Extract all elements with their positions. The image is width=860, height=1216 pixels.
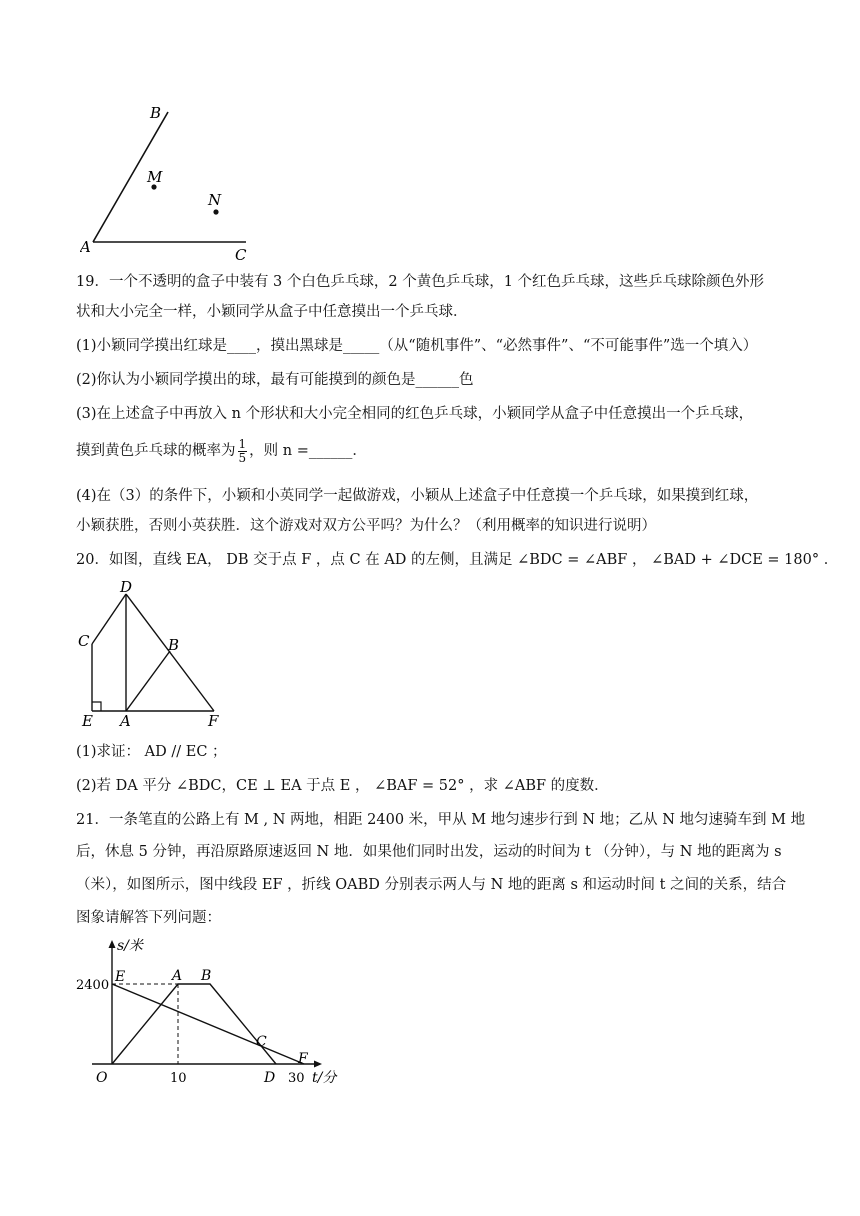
distance-time-graph — [74, 936, 354, 1092]
y-axis-label: s/米 — [117, 938, 143, 954]
fraction-numerator: 1 — [238, 436, 247, 451]
origin-label: O — [96, 1070, 108, 1086]
q19-part3-line2 — [76, 436, 788, 466]
q19-part2: (2)你认为小颖同学摸出的球，最有可能摸到的颜色是______色 — [76, 372, 474, 388]
label-e: E — [82, 712, 93, 730]
q21-line3: （米），如图所示，图中线段 EF ，折线 OABD 分别表示两人与 N 地的距离 s 和运动时间 t 之间的关系，结合 — [76, 877, 787, 893]
q19-part1: (1)小颖同学摸出红球是____，摸出黑球是_____（从“随机事件”、“必然事件”、“不可能事件”选一个填入） — [76, 338, 758, 354]
x-tick-10: 10 — [170, 1071, 187, 1086]
q19-part3-prefix: 摸到黄色乒乓球的概率为 — [76, 443, 236, 459]
q20-figure — [76, 578, 236, 730]
label-n: N — [208, 191, 222, 209]
label-a: A — [120, 712, 131, 730]
point-f-label: F — [298, 1051, 308, 1067]
q20-stem: 20．如图，直线 EA， DB 交于点 F ，点 C 在 AD 的左侧，且满足 ∠BDC = ∠ABF ， ∠BAD + ∠DCE = 180° ． — [76, 552, 839, 568]
segment-ab — [126, 651, 170, 711]
point-b-label: B — [201, 968, 212, 984]
y-tick-2400: 2400 — [76, 978, 110, 993]
q19-part4-line2: 小颖获胜，否则小英获胜．这个游戏对双方公平吗？为什么？（利用概率的知识进行说明） — [76, 518, 656, 534]
fraction-denominator: 5 — [238, 450, 247, 465]
right-angle-mark — [92, 702, 101, 711]
label-d: D — [120, 578, 133, 596]
q21-line2: 后，休息 5 分钟，再沿原路原速返回 N 地．如果他们同时出发，运动的时间为 t （分钟），与 N 地的距离为 s — [76, 844, 782, 860]
q20-part1: (1)求证： AD // EC ； — [76, 744, 227, 760]
label-c: C — [235, 246, 247, 264]
label-b: B — [168, 636, 180, 654]
label-b: B — [150, 104, 162, 122]
q20-part2: (2)若 DA 平分 ∠BDC，CE ⊥ EA 于点 E ， ∠BAF = 52° ，求 ∠ABF 的度数． — [76, 778, 609, 794]
label-f: F — [208, 712, 219, 730]
probability-fraction — [238, 438, 248, 465]
label-m: M — [147, 168, 163, 186]
x-tick-30: 30 — [288, 1071, 305, 1086]
point-d-label: D — [264, 1070, 276, 1086]
point-e-label: E — [115, 969, 126, 985]
segment-cd — [92, 594, 126, 644]
segment-ef — [112, 984, 304, 1064]
q19-stem-line1: 19．一个不透明的盒子中装有 3 个白色乒乓球，2 个黄色乒乓球，1 个红色乒乓球，这些乒乓球除颜色外形 — [76, 274, 765, 290]
q21-line4: 图象请解答下列问题： — [76, 910, 221, 926]
q19-stem-line2: 状和大小完全一样，小颖同学从盒子中任意摸出一个乒乓球． — [76, 304, 468, 320]
x-axis-arrow — [314, 1061, 322, 1068]
label-a: A — [80, 238, 91, 256]
y-axis-arrow — [109, 940, 116, 948]
angle-figure — [80, 100, 270, 265]
q21-line1: 21．一条笔直的公路上有 M , N 两地，相距 2400 米，甲从 M 地匀速步行到 N 地；乙从 N 地匀速骑车到 M 地 — [76, 812, 806, 828]
polyline-oabd — [112, 984, 276, 1064]
point-a-label: A — [172, 968, 183, 984]
q19-part3-suffix: ，则 n =______． — [249, 443, 367, 459]
q19-part3-line1: (3)在上述盒子中再放入 n 个形状和大小完全相同的红色乒乓球，小颖同学从盒子中任意摸出一个乒乓球， — [76, 406, 754, 422]
point-c-label: C — [256, 1034, 267, 1050]
label-c: C — [78, 632, 90, 650]
q19-part4-line1: (4)在（3）的条件下，小颖和小英同学一起做游戏，小颖从上述盒子中任意摸一个乒乓球，如果摸到红球， — [76, 488, 759, 504]
x-axis-label: t/分 — [312, 1070, 337, 1086]
point-n — [213, 209, 218, 214]
